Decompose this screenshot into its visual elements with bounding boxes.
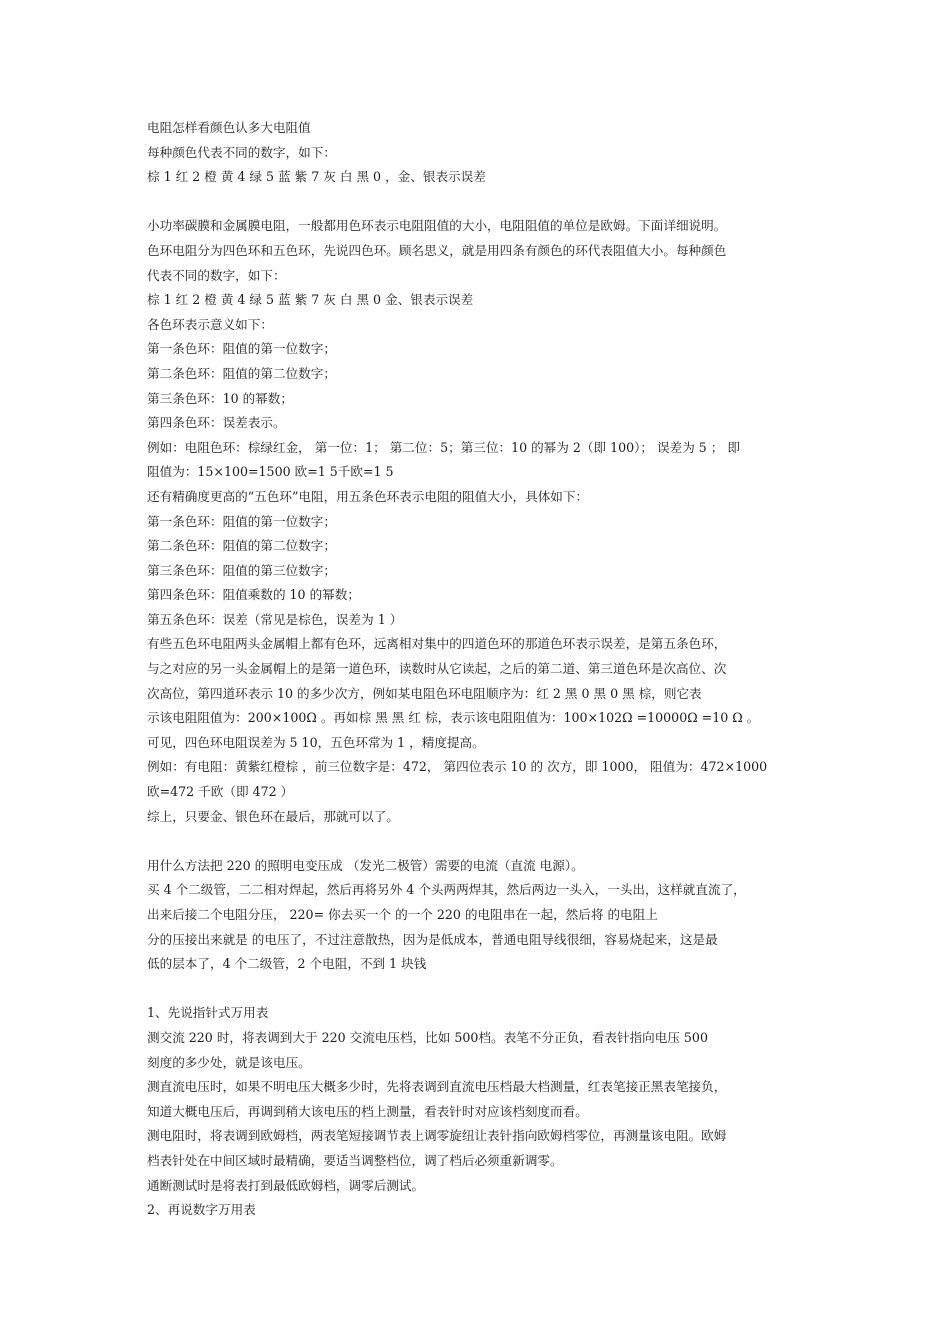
text-line: 次高位，第四道环表示 10 的多少次方，例如某电阻色环电阻顺序为：红 2 黑 0 黑 0 黑 棕，则它表 <box>147 685 702 701</box>
text-line: 测交流 220 时，将表调到大于 220 交流电压档，比如 500档。表笔不分正负，看表针指向电压 500 <box>147 1029 708 1045</box>
text-line: 电阻怎样看颜色认多大电阻值 <box>147 120 311 135</box>
text-line: 代表不同的数字，如下： <box>147 267 286 283</box>
text-line: 每种颜色代表不同的数字，如下： <box>147 144 336 160</box>
text-line: 出来后接二个电阻分压， 220= 你去买一个 的一个 220 的电阻串在一起，然后将 的电阻上 <box>147 907 658 922</box>
text-line: 知道大概电压后，再调到稍大该电压的档上测量，看表针时对应该档刻度而看。 <box>147 1103 588 1119</box>
document-body <box>147 116 809 1223</box>
text-line: 第五条色环：误差（常见是棕色，误差为 1 ） <box>147 611 403 627</box>
text-line: 第三条色环：阻值的第三位数字； <box>147 562 336 578</box>
text-line: 第二条色环：阻值的第二位数字； <box>147 538 336 554</box>
text-line: 综上，只要金、银色环在最后，那就可以了。 <box>147 808 399 824</box>
text-line: 欧=472 千欧（即 472 ） <box>147 784 294 800</box>
blank-line <box>147 977 809 1002</box>
text-line: 通断测试时是将表打到最低欧姆档，调零后测试。 <box>147 1177 425 1193</box>
text-line: 1、先说指针式万用表 <box>147 1005 269 1021</box>
text-line: 可见，四色环电阻误差为 5 10，五色环常为 1 ，精度提高。 <box>147 734 485 750</box>
text-line: 第二条色环：阻值的第二位数字； <box>147 365 336 381</box>
text-line: 刻度的多少处，就是该电压。 <box>147 1054 311 1070</box>
text-line: 棕 1 红 2 橙 黄 4 绿 5 蓝 紫 7 灰 白 黑 0 ，金、银表示误差 <box>147 169 486 185</box>
text-line: 第四条色环：误差表示。 <box>147 415 286 431</box>
text-line: 还有精确度更高的“五色环”电阻，用五条色环表示电阻的阻值大小，具体如下： <box>147 488 589 504</box>
text-line: 2、再说数字万用表 <box>147 1202 256 1218</box>
text-line: 买 4 个二级管，二二相对焊起，然后再将另外 4 个头两两焊其，然后两边一头入，一头出，这样就直流了， <box>147 882 746 898</box>
text-line: 各色环表示意义如下： <box>147 316 273 332</box>
text-line: 示该电阻阻值为：200×100Ω 。再如棕 黑 黑 红 棕，表示该电阻阻值为：100×102Ω =10000Ω =10 Ω 。 <box>147 710 760 726</box>
text-line: 小功率碳膜和金属膜电阻，一般都用色环表示电阻阻值的大小，电阻阻值的单位是欧姆。下面详细说明。 <box>147 218 727 234</box>
text-line: 棕 1 红 2 橙 黄 4 绿 5 蓝 紫 7 灰 白 黑 0 金、银表示误差 <box>147 292 474 308</box>
text-line: 例如：电阻色环：棕绿红金， 第一位：1； 第二位：5；第三位：10 的幂为 2（即 100）； 误差为 5 ； 即 <box>147 439 740 455</box>
text-line: 测直流电压时，如果不明电压大概多少时，先将表调到直流电压档最大档测量，红表笔接正黑表笔接负， <box>147 1079 727 1095</box>
text-line: 色环电阻分为四色环和五色环，先说四色环。顾名思义，就是用四条有颜色的环代表阻值大小。每种颜色 <box>147 242 727 258</box>
text-line: 第四条色环：阻值乘数的 10 的幂数； <box>147 587 360 603</box>
text-line: 低的层本了，4 个二级管，2 个电阻，不到 1 块钱 <box>147 956 427 972</box>
blank-line <box>147 829 809 854</box>
text-line: 第一条色环：阻值的第一位数字； <box>147 513 336 529</box>
text-line: 第三条色环：10 的幂数； <box>147 390 293 406</box>
text-line: 分的压接出来就是 的电压了，不过注意散热，因为是低成本，普通电阻导线很细，容易烧起来，这是最 <box>147 931 718 947</box>
blank-line <box>147 190 809 215</box>
text-line: 阻值为：15×100=1500 欧=1 5千欧=1 5 <box>147 464 394 480</box>
text-line: 有些五色环电阻两头金属帽上都有色环，远离相对集中的四道色环的那道色环表示误差，是第五条色环， <box>147 636 727 652</box>
text-line: 第一条色环：阻值的第一位数字； <box>147 341 336 357</box>
text-line: 测电阻时，将表调到欧姆档，两表笔短接调节表上调零旋纽让表针指向欧姆档零位，再测量该电阻。欧姆 <box>147 1128 727 1144</box>
text-line: 用什么方法把 220 的照明电变压成 （发光二极管）需要的电流（直流 电源）。 <box>147 857 584 873</box>
text-line: 与之对应的另一头金属帽上的是第一道色环，读数时从它读起，之后的第二道、第三道色环是次高位、次 <box>147 661 727 677</box>
text-line: 档表针处在中间区域时最精确，要适当调整档位，调了档后必须重新调零。 <box>147 1152 563 1168</box>
text-line: 例如：有电阻：黄紫红橙棕 ，前三位数字是：472， 第四位表示 10 的 次方，即 1000， 阻值为：472×1000 <box>147 759 768 775</box>
